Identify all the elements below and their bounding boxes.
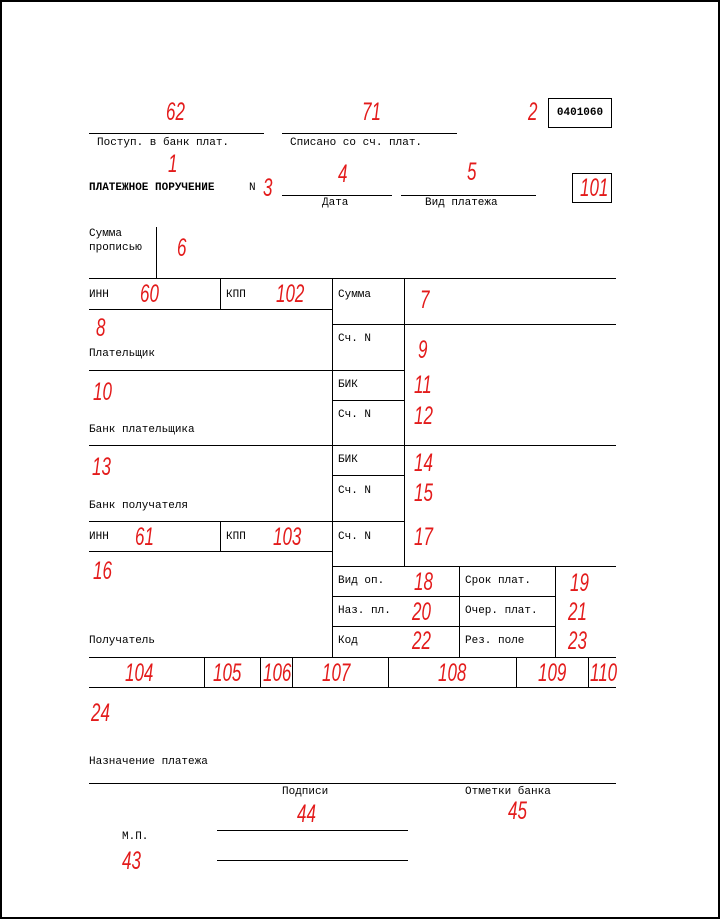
- form-code-box: [548, 98, 612, 128]
- field-number-9: 9: [418, 336, 428, 364]
- grid-line: [204, 657, 205, 688]
- signature-line-2: [217, 860, 408, 861]
- payee-label: Получатель: [89, 635, 156, 647]
- received-label: Поступ. в банк плат.: [97, 137, 230, 149]
- number-sign: N: [249, 182, 256, 194]
- grid-line: [332, 475, 404, 476]
- field-number-102: 102: [276, 280, 305, 308]
- field-number-10: 10: [93, 378, 112, 406]
- grid-line: [588, 657, 589, 688]
- grid-line: [332, 596, 555, 597]
- grid-line: [260, 657, 261, 688]
- payee-account-label: Сч. N: [338, 531, 372, 543]
- field-number-18: 18: [414, 568, 433, 596]
- field-number-101: 101: [580, 174, 609, 202]
- grid-line: [555, 566, 556, 657]
- field-number-4: 4: [338, 160, 348, 188]
- field-number-7: 7: [420, 286, 430, 314]
- amount-label: Сумма: [338, 289, 372, 301]
- field-number-23: 23: [568, 627, 587, 655]
- received-date-line: [89, 133, 264, 134]
- field-number-22: 22: [412, 627, 431, 655]
- grid-line: [332, 566, 616, 567]
- priority-label: Очер. плат.: [465, 605, 538, 617]
- op-type-label: Вид оп.: [338, 575, 385, 587]
- grid-line: [332, 278, 333, 657]
- purpose-code-label: Наз. пл.: [338, 605, 391, 617]
- field-number-15: 15: [414, 479, 433, 507]
- grid-line: [292, 657, 293, 688]
- field-number-19: 19: [570, 569, 589, 597]
- form-code: 0401060: [556, 107, 604, 119]
- grid-line: [516, 657, 517, 688]
- grid-line: [89, 687, 616, 688]
- field-number-104: 104: [125, 659, 154, 687]
- grid-line: [332, 400, 404, 401]
- payment-type-label: Вид платежа: [425, 197, 498, 209]
- grid-line: [388, 657, 389, 688]
- payer-bank-label: Банк плательщика: [89, 424, 195, 436]
- field-number-108: 108: [438, 659, 467, 687]
- due-label: Срок плат.: [465, 575, 532, 587]
- reserve-label: Рез. поле: [465, 635, 525, 647]
- grid-line: [332, 324, 616, 325]
- field-number-12: 12: [414, 402, 433, 430]
- field-number-71: 71: [362, 98, 381, 126]
- field-number-105: 105: [213, 659, 242, 687]
- signature-line-1: [217, 830, 408, 831]
- field-number-24: 24: [91, 699, 110, 727]
- payee-bank-account-label: Сч. N: [338, 485, 372, 497]
- field-number-14: 14: [414, 449, 433, 477]
- date-line: [282, 195, 392, 196]
- grid-line: [89, 370, 404, 371]
- grid-line: [89, 783, 616, 784]
- field-number-60: 60: [140, 280, 159, 308]
- bank-marks-label: Отметки банка: [465, 786, 551, 798]
- field-number-6: 6: [177, 234, 187, 262]
- field-number-44: 44: [297, 800, 316, 828]
- grid-line: [89, 551, 332, 552]
- purpose-label: Назначение платежа: [89, 756, 208, 768]
- field-number-8: 8: [96, 314, 106, 342]
- grid-line: [404, 278, 405, 567]
- payer-bank-account-label: Сч. N: [338, 409, 372, 421]
- debited-label: Списано со сч. плат.: [290, 137, 423, 149]
- field-number-110: 110: [590, 659, 618, 687]
- grid-line: [220, 278, 221, 309]
- payer-label: Плательщик: [89, 348, 156, 360]
- payee-inn-label: ИНН: [89, 531, 109, 543]
- payer-bank-bik-label: БИК: [338, 379, 358, 391]
- date-label: Дата: [322, 197, 349, 209]
- grid-line: [220, 521, 221, 551]
- field-number-21: 21: [568, 598, 587, 626]
- payer-account-label: Сч. N: [338, 333, 372, 345]
- amount-words-label-2: прописью: [89, 242, 142, 254]
- stamp-label: М.П.: [122, 831, 149, 843]
- payment-type-line: [401, 195, 536, 196]
- field-number-2: 2: [528, 98, 538, 126]
- grid-line: [89, 278, 616, 279]
- payee-bank-label: Банк получателя: [89, 500, 189, 512]
- amount-words-label-1: Сумма: [89, 228, 123, 240]
- grid-line: [89, 309, 332, 310]
- grid-line: [89, 521, 404, 522]
- field-number-103: 103: [273, 523, 302, 551]
- grid-line: [332, 626, 555, 627]
- field-number-5: 5: [467, 158, 477, 186]
- field-number-45: 45: [508, 797, 527, 825]
- field-number-11: 11: [414, 371, 432, 399]
- field-number-109: 109: [538, 659, 567, 687]
- field-number-1: 1: [168, 150, 178, 178]
- grid-line: [459, 566, 460, 657]
- field-number-106: 106: [263, 659, 292, 687]
- signatures-label: Подписи: [282, 786, 329, 798]
- field-number-43: 43: [122, 847, 141, 875]
- field-number-3: 3: [263, 174, 273, 202]
- payer-kpp-label: КПП: [226, 289, 246, 301]
- document-title: ПЛАТЕЖНОЕ ПОРУЧЕНИЕ: [89, 182, 215, 194]
- payee-bank-bik-label: БИК: [338, 454, 358, 466]
- amount-words-divider: [156, 227, 157, 278]
- code-label: Код: [338, 635, 358, 647]
- field-number-20: 20: [412, 598, 431, 626]
- field-number-17: 17: [414, 523, 433, 551]
- debited-date-line: [282, 133, 457, 134]
- field-number-107: 107: [322, 659, 351, 687]
- field-number-16: 16: [93, 557, 112, 585]
- grid-line: [89, 657, 616, 658]
- field-number-62: 62: [166, 98, 185, 126]
- field-number-13: 13: [92, 453, 111, 481]
- payee-kpp-label: КПП: [226, 531, 246, 543]
- field-number-61: 61: [135, 523, 154, 551]
- grid-line: [89, 445, 616, 446]
- payer-inn-label: ИНН: [89, 289, 109, 301]
